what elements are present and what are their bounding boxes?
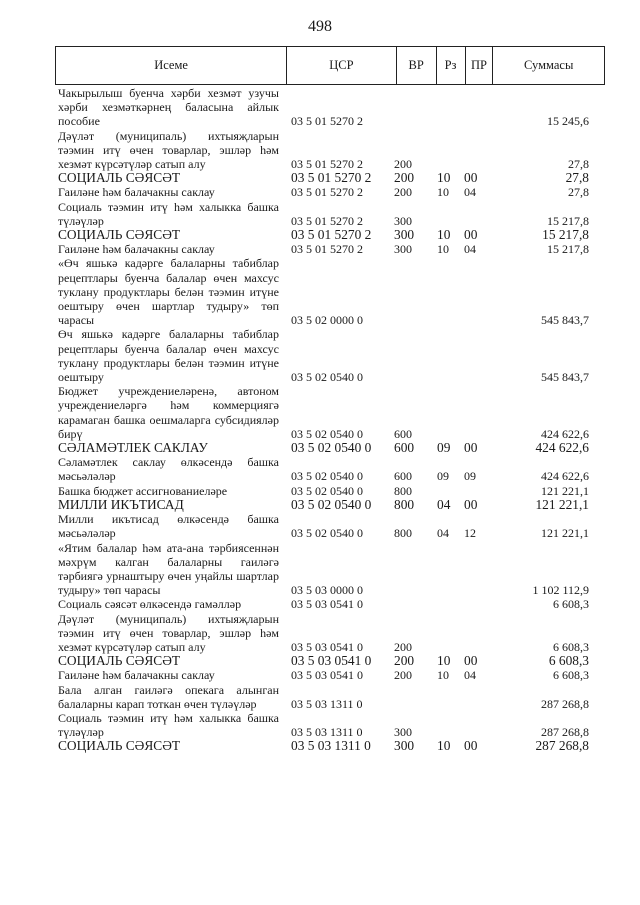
table-row xyxy=(0,512,640,540)
row-csr: 03 5 01 5270 2 xyxy=(291,114,363,129)
row-sum: 424 622,6 xyxy=(541,426,589,441)
row-csr: 03 5 03 0541 0 xyxy=(291,668,363,683)
table-row xyxy=(0,242,640,256)
row-csr: 03 5 01 5270 2 xyxy=(291,185,363,200)
row-csr: 03 5 01 5270 2 xyxy=(291,227,372,243)
row-csr: 03 5 02 0540 0 xyxy=(291,426,363,441)
row-name: Социаль тәэмин итү һәм халыкка башка түләүләр xyxy=(58,710,279,740)
row-name: Милли икътисад өлкәсендә башка мәсьәләләр xyxy=(58,512,279,541)
row-name: Социаль тәэмин итү һәм халыкка башка түләүләр xyxy=(58,199,279,228)
row-name: Өч яшькә кадәрге балаларны табиблар рецептлары буенча балалар өчен махсус туклану продуктлары белән тәэмин итүне оештыру xyxy=(58,327,279,385)
row-vr: 200 xyxy=(394,639,412,654)
row-sum: 6 608,3 xyxy=(553,668,589,683)
row-pr: 04 xyxy=(464,668,476,683)
row-name: СӘЛАМӘТЛЕК САКЛАУ xyxy=(58,440,208,456)
table-row xyxy=(0,171,640,185)
row-name: Башка бюджет ассигнованиеләре xyxy=(58,483,228,498)
table-row xyxy=(0,668,640,682)
table-row xyxy=(0,129,640,172)
row-csr: 03 5 03 1311 0 xyxy=(291,738,371,754)
table-row xyxy=(0,327,640,384)
row-csr: 03 5 02 0000 0 xyxy=(291,313,363,328)
row-sum: 121 221,1 xyxy=(535,496,589,512)
table-row xyxy=(0,711,640,739)
row-name: МИЛЛИ ИКЪТИСАД xyxy=(58,496,184,512)
row-csr: 03 5 02 0540 0 xyxy=(291,370,363,385)
row-csr: 03 5 03 0541 0 xyxy=(291,653,372,669)
row-name: Гаиләне һәм балачакны саклау xyxy=(58,668,215,683)
row-vr: 600 xyxy=(394,426,412,441)
row-csr: 03 5 02 0540 0 xyxy=(291,496,372,512)
row-csr: 03 5 01 5270 2 xyxy=(291,213,363,228)
table-row xyxy=(0,384,640,441)
row-name: СОЦИАЛЬ СӘЯСӘТ xyxy=(58,738,181,754)
row-sum: 545 843,7 xyxy=(541,370,589,385)
row-csr: 03 5 03 0000 0 xyxy=(291,583,363,598)
table-row xyxy=(0,683,640,711)
row-sum: 287 268,8 xyxy=(541,725,589,740)
row-vr: 200 xyxy=(394,157,412,172)
row-pr: 04 xyxy=(464,185,476,200)
row-vr: 300 xyxy=(394,242,412,257)
row-name: СОЦИАЛЬ СӘЯСӘТ xyxy=(58,170,181,186)
row-vr: 200 xyxy=(394,185,412,200)
row-vr: 300 xyxy=(394,227,415,243)
row-sum: 1 102 112,9 xyxy=(532,583,589,598)
row-name: СОЦИАЛЬ СӘЯСӘТ xyxy=(58,653,181,669)
table-row xyxy=(0,484,640,498)
row-rz: 04 xyxy=(437,496,451,512)
row-rz: 09 xyxy=(437,440,451,456)
row-vr: 200 xyxy=(394,653,415,669)
row-name: Гаиләне һәм балачакны саклау xyxy=(58,242,215,257)
row-pr: 00 xyxy=(464,496,478,512)
row-name: Гаиләне һәм балачакны саклау xyxy=(58,185,215,200)
row-csr: 03 5 01 5270 2 xyxy=(291,157,363,172)
row-csr: 03 5 02 0540 0 xyxy=(291,483,363,498)
row-vr: 200 xyxy=(394,170,415,186)
table-row xyxy=(0,612,640,655)
row-sum: 27,8 xyxy=(565,170,589,186)
row-pr: 00 xyxy=(464,227,478,243)
table-row xyxy=(0,185,640,199)
table-row xyxy=(0,654,640,668)
row-csr: 03 5 02 0540 0 xyxy=(291,526,363,541)
row-sum: 545 843,7 xyxy=(541,313,589,328)
row-name: Чакырылыш буенча хәрби хезмәт узучы хәрби хезмәткәрнең баласына айлык пособие xyxy=(58,86,279,129)
row-sum: 287 268,8 xyxy=(535,738,589,754)
page-number: 498 xyxy=(308,18,332,35)
table-row xyxy=(0,498,640,512)
table-row xyxy=(0,256,640,327)
row-rz: 10 xyxy=(437,668,449,683)
row-sum: 121 221,1 xyxy=(541,526,589,541)
row-csr: 03 5 01 5270 2 xyxy=(291,242,363,257)
row-rz: 10 xyxy=(437,185,449,200)
row-sum: 15 245,6 xyxy=(547,114,589,129)
row-sum: 27,8 xyxy=(568,157,589,172)
row-vr: 600 xyxy=(394,440,415,456)
row-rz: 10 xyxy=(437,242,449,257)
row-name: Дәүләт (муниципаль) ихтыяҗларын тәэмин итү өчен товарлар, эшләр һәм хезмәт күрсәтүләр сатып алу xyxy=(58,128,279,172)
row-csr: 03 5 03 0541 0 xyxy=(291,639,363,654)
table-row xyxy=(0,441,640,455)
row-pr: 00 xyxy=(464,653,478,669)
row-rz: 10 xyxy=(437,170,451,186)
header-name: Исеме xyxy=(154,58,188,72)
row-csr: 03 5 03 1311 0 xyxy=(291,725,363,740)
row-vr: 200 xyxy=(394,668,412,683)
table-header xyxy=(55,46,605,85)
row-name: Дәүләт (муниципаль) ихтыяҗларын тәэмин итү өчен товарлар, эшләр һәм хезмәт күрсәтүләр сатып алу xyxy=(58,611,279,654)
header-vr: ВР xyxy=(396,47,436,84)
row-csr: 03 5 02 0540 0 xyxy=(291,440,372,456)
row-pr: 12 xyxy=(464,526,476,541)
row-rz: 04 xyxy=(437,526,449,541)
row-vr: 600 xyxy=(394,469,412,484)
header-rz: Рз xyxy=(436,47,465,84)
row-pr: 00 xyxy=(464,440,478,456)
row-sum: 6 608,3 xyxy=(553,597,589,612)
row-sum: 6 608,3 xyxy=(548,653,589,669)
row-csr: 03 5 01 5270 2 xyxy=(291,170,372,186)
row-rz: 09 xyxy=(437,469,449,484)
row-vr: 800 xyxy=(394,483,412,498)
row-name: «Өч яшькә кадәрге балаларны табиблар рецептлары буенча балалар өчен махсус туклану продуктлары белән тәэмин итүне оештыру өчен шартлар тудыру» төп чарасы xyxy=(58,256,279,328)
table-row xyxy=(0,200,640,228)
row-pr: 00 xyxy=(464,738,478,754)
row-sum: 6 608,3 xyxy=(553,639,589,654)
row-name: СОЦИАЛЬ СӘЯСӘТ xyxy=(58,227,181,243)
table-row xyxy=(0,597,640,611)
row-sum: 15 217,8 xyxy=(542,227,589,243)
row-csr: 03 5 03 1311 0 xyxy=(291,696,363,711)
row-sum: 424 622,6 xyxy=(541,469,589,484)
header-csr: ЦСР xyxy=(286,47,396,84)
row-csr: 03 5 02 0540 0 xyxy=(291,469,363,484)
row-sum: 15 217,8 xyxy=(547,213,589,228)
table-row xyxy=(0,541,640,598)
row-pr: 04 xyxy=(464,242,476,257)
row-csr: 03 5 03 0541 0 xyxy=(291,597,363,612)
row-sum: 424 622,6 xyxy=(535,440,589,456)
header-sum: Суммасы xyxy=(492,47,604,84)
row-sum: 27,8 xyxy=(568,185,589,200)
row-name: Социаль сәясәт өлкәсендә гамәлләр xyxy=(58,597,242,612)
row-name: Бала алган гаиләгә опекага алынган балаларны карап тоткан өчен түләүләр xyxy=(58,682,279,711)
row-pr: 00 xyxy=(464,170,478,186)
row-sum: 287 268,8 xyxy=(541,696,589,711)
row-name: Бюджет учреждениеләренә, автоном учреждениеләргә һәм коммерциягә карамаган башка оешмаларга субсидияләр бирү xyxy=(58,384,279,441)
table-row xyxy=(0,739,640,753)
row-vr: 300 xyxy=(394,738,415,754)
row-rz: 10 xyxy=(437,227,451,243)
row-pr: 09 xyxy=(464,469,476,484)
row-sum: 15 217,8 xyxy=(547,242,589,257)
row-vr: 300 xyxy=(394,213,412,228)
row-vr: 300 xyxy=(394,725,412,740)
header-pr: ПР xyxy=(465,47,493,84)
row-rz: 10 xyxy=(437,653,451,669)
row-name: «Ятим балалар һәм ата-ана тәрбиясеннән мәхрүм калган балаларны гаиләгә тәрбиягә урнаштыру өчен уңайлы шартлар тудыру» төп чарасы xyxy=(58,540,279,598)
table-body xyxy=(0,86,640,754)
row-name: Сәламәтлек саклау өлкәсендә башка мәсьәләләр xyxy=(58,455,279,484)
table-row xyxy=(0,86,640,129)
row-rz: 10 xyxy=(437,738,451,754)
row-vr: 800 xyxy=(394,496,415,512)
table-row xyxy=(0,455,640,483)
row-sum: 121 221,1 xyxy=(541,483,589,498)
table-row xyxy=(0,228,640,242)
row-vr: 800 xyxy=(394,526,412,541)
